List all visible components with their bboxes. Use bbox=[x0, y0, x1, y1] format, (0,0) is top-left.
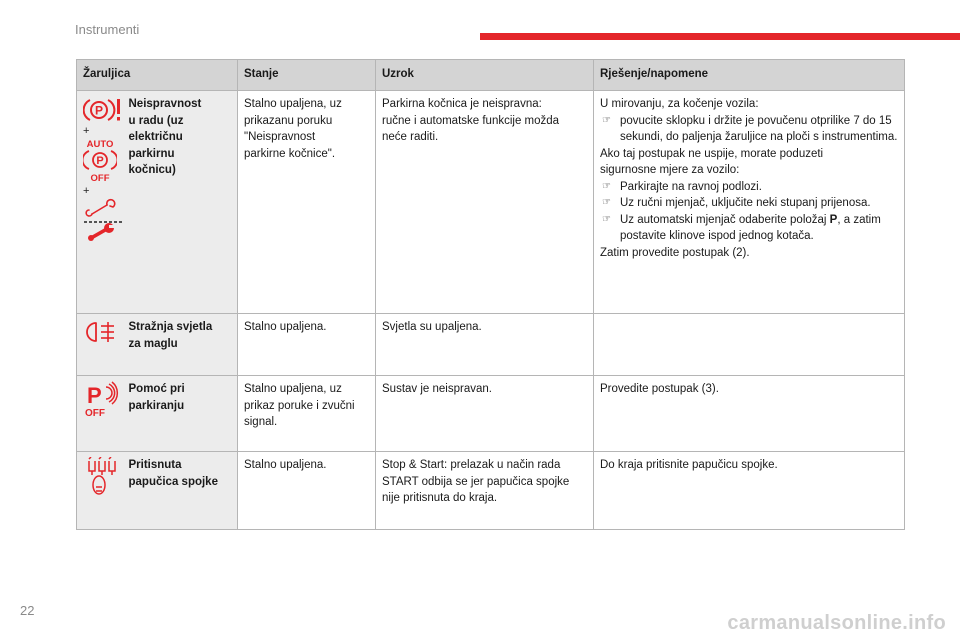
parking-assist-off-icon bbox=[77, 376, 123, 452]
table-header-row bbox=[77, 60, 905, 91]
list-item: ☞ povucite sklopku i držite je povučenu otprilike 7 do 15 sekundi, do paljenja žaruljice na ploči s instrumentima. bbox=[600, 113, 898, 146]
section-title: Instrumenti bbox=[75, 22, 140, 37]
table-row bbox=[77, 91, 905, 314]
table-row bbox=[77, 452, 905, 530]
auto-park-off-icon bbox=[83, 138, 117, 184]
parking-brake-fault-icons bbox=[77, 91, 123, 314]
plus-sign: + bbox=[83, 185, 90, 197]
svg-text:P: P bbox=[96, 155, 104, 167]
stanje-cell: Stalno upaljena. bbox=[238, 314, 376, 376]
parking-brake-warning-icon bbox=[83, 96, 123, 124]
rjesenje-cell: U mirovanju, za kočenje vozila: ☞ povucite sklopku i držite je povučenu otprilike 7 do 15 sekundi, do paljenja žaruljice na ploči s instrumentima. Ako taj postupak ne uspije, morate poduzeti sigurnosne mjere za vozilo: ☞ Parkirajte na ravnoj podlozi. ☞ Uz ručni mjenjač, uključite neki stupanj prijenosa. ☞ Uz automatski mjenjač odaberite položaj P, a zatim postavite klinove ispod jednog kotača. Zatim provedite postupak (2). bbox=[594, 91, 905, 314]
header-accent-bar bbox=[480, 33, 960, 40]
uzrok-cell: Sustav je neispravan. bbox=[376, 376, 594, 452]
wrench-icons bbox=[83, 198, 123, 242]
rjesenje-cell: Provedite postupak (3). bbox=[594, 376, 905, 452]
rjesenje-cell: Do kraja pritisnite papučicu spojke. bbox=[594, 452, 905, 530]
uzrok-cell: Parkirna kočnica je neispravna: ručne i automatske funkcije možda neće raditi. bbox=[376, 91, 594, 314]
watermark: carmanualsonline.info bbox=[727, 612, 946, 634]
page-number: 22 bbox=[20, 603, 35, 618]
warning-lights-table bbox=[76, 59, 905, 530]
clutch-pedal-icon bbox=[77, 452, 123, 530]
table-row bbox=[77, 314, 905, 376]
col-header-rjesenje: Rješenje/napomene bbox=[594, 60, 905, 91]
warning-name: Pomoć pri parkiranju bbox=[123, 376, 238, 452]
warning-name: Pritisnuta papučica spojke bbox=[123, 452, 238, 530]
off-label: OFF bbox=[90, 173, 110, 184]
svg-text:P: P bbox=[87, 383, 102, 408]
stanje-cell: Stalno upaljena. bbox=[238, 452, 376, 530]
list-item: ☞ Parkirajte na ravnoj podlozi. bbox=[600, 179, 898, 196]
stanje-cell: Stalno upaljena, uz prikaz poruke i zvučni signal. bbox=[238, 376, 376, 452]
table-row bbox=[77, 376, 905, 452]
svg-text:P: P bbox=[94, 103, 104, 118]
rear-fog-light-icon bbox=[77, 314, 123, 376]
plus-sign: + bbox=[83, 125, 90, 137]
warning-name: Stražnja svjetla za maglu bbox=[123, 314, 238, 376]
col-header-uzrok: Uzrok bbox=[376, 60, 594, 91]
list-item: ☞ Uz automatski mjenjač odaberite položaj P, a zatim postavite klinove ispod jednog kotača. bbox=[600, 212, 898, 245]
stanje-cell: Stalno upaljena, uz prikazanu poruku "Neispravnost parkirne kočnice". bbox=[238, 91, 376, 314]
uzrok-cell: Stop & Start: prelazak u način rada START odbija se jer papučica spojke nije pritisnuta do kraja. bbox=[376, 452, 594, 530]
col-header-zaruljica: Žaruljica bbox=[77, 60, 238, 91]
svg-text:OFF: OFF bbox=[85, 408, 105, 419]
warning-name: Neispravnost u radu (uz električnu parkirnu kočnicu) bbox=[123, 91, 238, 314]
rjesenje-cell bbox=[594, 314, 905, 376]
auto-label: AUTO bbox=[86, 139, 114, 150]
uzrok-cell: Svjetla su upaljena. bbox=[376, 314, 594, 376]
col-header-stanje: Stanje bbox=[238, 60, 376, 91]
list-item: ☞ Uz ručni mjenjač, uključite neki stupanj prijenosa. bbox=[600, 195, 898, 212]
